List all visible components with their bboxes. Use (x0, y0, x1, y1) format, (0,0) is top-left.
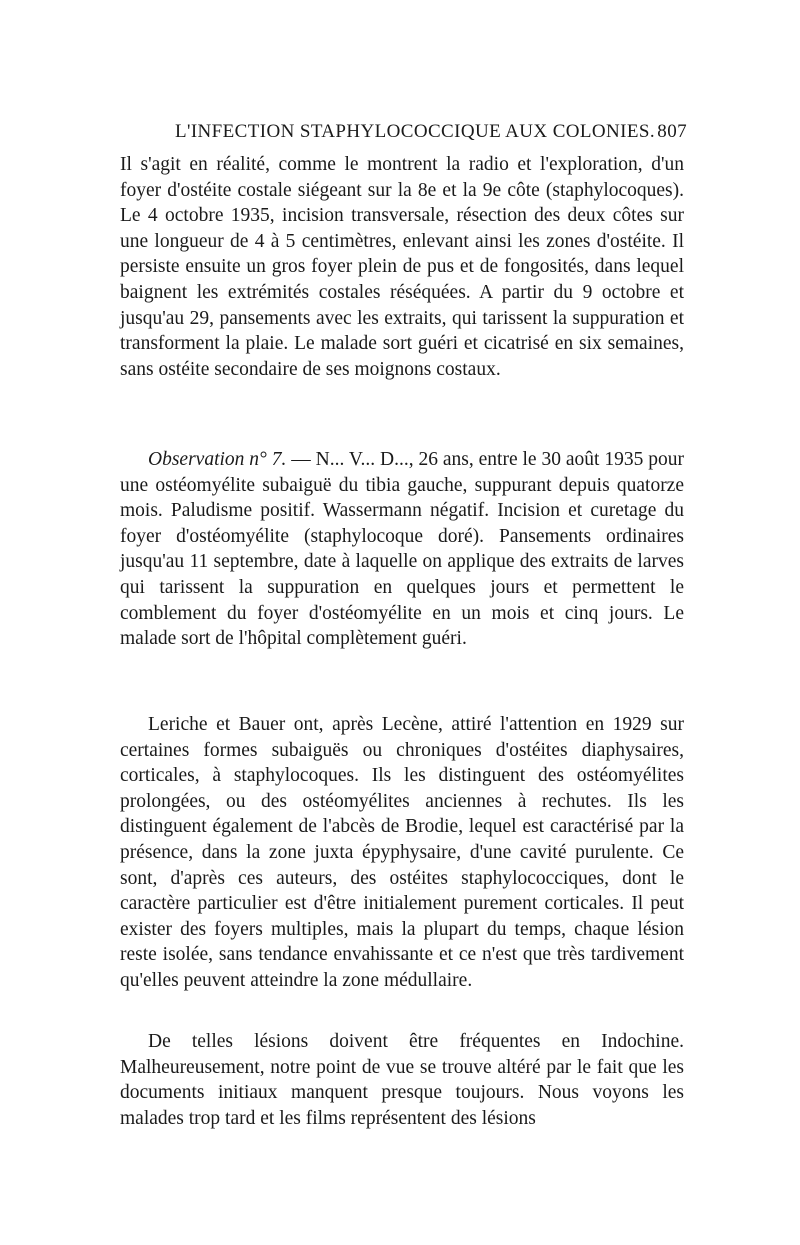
running-head (155, 121, 687, 145)
observation-label: Observation n° 7. (148, 449, 287, 470)
page-number: 807 (657, 121, 687, 142)
observation-paragraph (120, 447, 684, 652)
running-title: L'INFECTION STAPHYLOCOCCIQUE AUX COLONIES. (175, 121, 655, 142)
paragraph-text: De telles lésions doivent être fréquentes en Indochine. Malheureusement, notre point de vue se trouve altéré par le fait que les documents initiaux manquent presque toujours. Nous voyons les malades trop tard et les films représentent des lésions (120, 1031, 684, 1129)
paragraph-text: Il s'agit en réalité, comme le montrent la radio et l'exploration, d'un foyer d'ostéite costale siégeant sur la 8e et la 9e côte (staphylocoques). Le 4 octobre 1935, incision transversale, résection des deux côtes sur une longueur de 4 à 5 centimètres, enlevant ainsi les zones d'ostéite. Il persiste ensuite un gros foyer plein de pus et de fongosités, dans lequel baignent les extrémités costales réséquées. A partir du 9 octobre et jusqu'au 29, pansements avec les extraits, qui tarissent la suppuration et transforment la plaie. Le malade sort guéri et cicatrisé en six semaines, sans ostéite secondaire de ses moignons costaux. (120, 154, 684, 380)
observation-text: — N... V... D..., 26 ans, entre le 30 août 1935 pour une ostéomyélite subaiguë du tibia gauche, suppurant depuis quatorze mois. Paludisme positif. Wassermann négatif. Incision et curetage du foyer d'ostéomyélite (staphylocoque doré). Pansements ordinaires jusqu'au 11 septembre, date à laquelle on applique des extraits de larves qui tarissent la suppuration en quelques jours et permettent le comblement du foyer d'ostéomyélite en un mois et cinq jours. Le malade sort de l'hôpital complètement guéri. (120, 449, 684, 650)
paragraph-indochine (120, 1029, 684, 1131)
paragraph-text: Leriche et Bauer ont, après Lecène, attiré l'attention en 1929 sur certaines formes subaiguës ou chroniques d'ostéites diaphysaires, corticales, à staphylocoques. Ils les distinguent des ostéomyélites prolongées, ou des ostéomyélites anciennes à rechutes. Ils les distinguent également de l'abcès de Brodie, lequel est caractérisé par la présence, dans la zone juxta épyphysaire, d'une cavité purulente. Ce sont, d'après ces auteurs, des ostéites staphylococciques, dont le caractère particulier est d'être initialement purement corticales. Il peut exister des foyers multiples, mais la plupart du temps, chaque lésion reste isolée, sans tendance envahissante et ce n'est que très tardivement qu'elles peuvent atteindre la zone médullaire. (120, 714, 684, 991)
paragraph-case-continuation (120, 152, 684, 382)
paragraph-leriche-bauer (120, 712, 684, 994)
paragraph-observation-7 (120, 447, 684, 652)
